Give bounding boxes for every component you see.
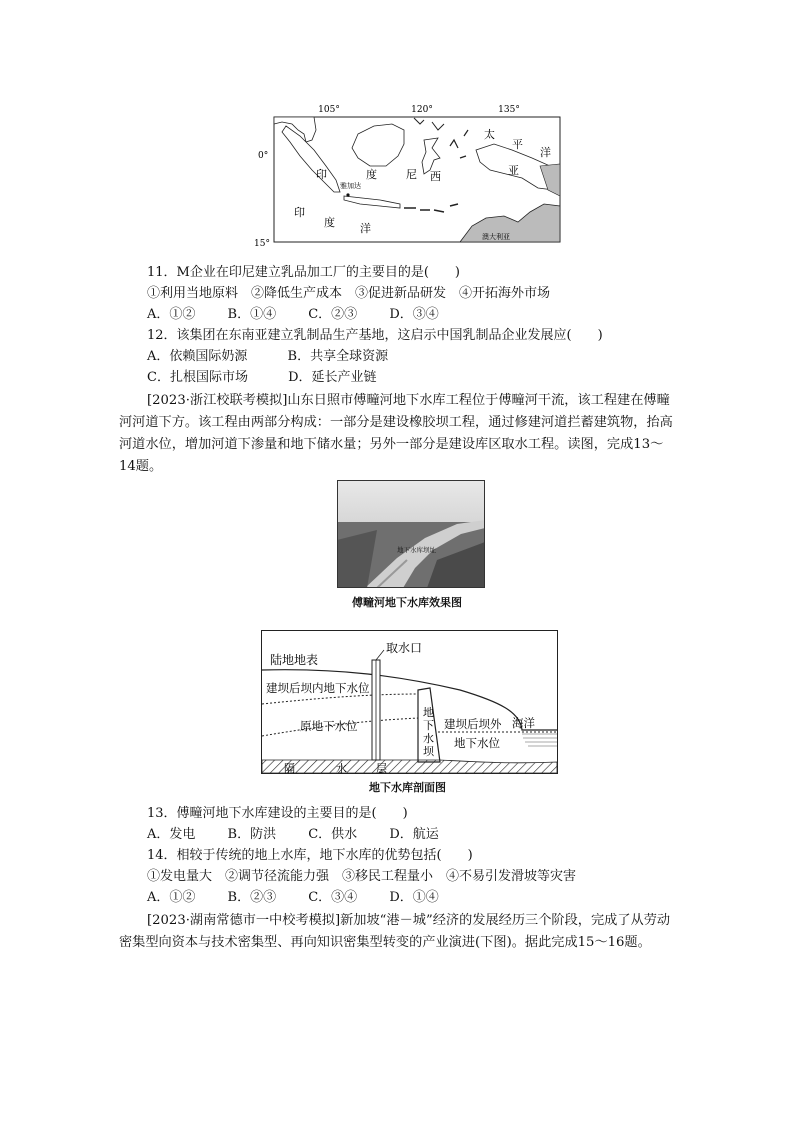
lat-label-15: 15° [254,239,270,248]
reservoir-photo [337,480,485,588]
aquiclude-label-3: 层 [376,762,387,775]
aquiclude-label-1: 隔 [284,762,295,775]
intro-15-16: [2023·湖南常德市一中校考模拟]新加坡“港－城”经济的发展经历三个阶段，完成了从劳动密集型向资本与技术密集型、再向知识密集型转变的产业演进(下图)。据此完成15～16题。 [119,913,671,950]
inner-water-label: 建坝后坝内地下水位 [266,681,370,695]
outer-water-label-1: 建坝后坝外 [444,717,502,731]
q14-option-c[interactable]: C．③④ [308,890,358,905]
q12-option-a[interactable]: A．依赖国际奶源 [147,349,248,364]
jakarta-marker [346,193,349,196]
q14-statements: ①发电量大 ②调节径流能力强 ③移民工程量小 ④不易引发滑坡等灾害 [147,869,577,884]
q12-stem: 12．该集团在东南亚建立乳制品生产基地，这启示中国乳制品企业发展应( ) [147,328,603,343]
intake-label: 取水口 [386,641,423,655]
q12-option-b[interactable]: B．共享全球资源 [287,349,389,364]
indian-ocean-label-2c: 洋 [360,222,371,235]
aquiclude-label-2: 水 [336,762,347,775]
pacific-label-1: 太 [484,128,495,141]
q11-option-b[interactable]: B．①④ [227,307,277,322]
dam-label-4: 坝 [423,745,434,758]
q14-option-a[interactable]: A．①② [147,890,196,905]
ya-label: 亚 [508,164,519,177]
q13-option-b[interactable]: B．防洪 [227,827,277,842]
indian-ocean-label-1a: 印 [316,168,327,181]
pacific-label-3: 洋 [540,146,551,159]
lon-label-120: 120° [411,105,433,115]
q12-options-row1 [147,348,416,366]
q13-options [147,826,467,844]
indian-ocean-label-1b: 度 [366,168,377,181]
indian-ocean-label-2a: 印 [294,206,305,219]
q11-option-c[interactable]: C．②③ [308,307,358,322]
q14-stem: 14．相较于传统的地上水库，地下水库的优势包括( ) [147,848,473,863]
australia-label: 澳大利亚 [482,233,510,241]
ni-label: 尼 [406,168,417,181]
southeast-asia-map [254,100,566,248]
photo-caption: 傅疃河地下水库效果图 [352,596,462,609]
q11-options [147,306,467,324]
q12-option-c[interactable]: C．扎根国际市场 [147,370,248,385]
original-water-label: 原地下水位 [300,719,358,733]
pacific-label-2: 平 [512,138,523,151]
intro-13-14: [2023·浙江校联考模拟]山东日照市傅疃河地下水库工程位于傅疃河干流，该工程建在傅疃河河道下方。该工程由两部分构成：一部分是建设橡胶坝工程，通过修建河道拦蓄建筑物，抬高河道水位，增加河道下渗量和地下储水量；另外一部分是建设库区取水工程。读图，完成13～14题。 [119,393,673,474]
section-caption: 地下水库剖面图 [369,781,446,794]
jakarta-label: 雅加达 [340,182,361,190]
q14-option-b[interactable]: B．②③ [227,890,277,905]
q11-stem: 11．M企业在印尼建立乳品加工厂的主要目的是( ) [147,265,460,280]
q13-stem: 13．傅疃河地下水库建设的主要目的是( ) [147,806,408,821]
lat-label-0: 0° [258,151,269,161]
dam-label-2: 下 [423,719,434,732]
q13-option-c[interactable]: C．供水 [308,827,358,842]
q12-options-row2 [147,369,405,387]
q13-option-a[interactable]: A．发电 [147,827,196,842]
indian-ocean-label-2b: 度 [324,216,335,229]
q11-option-a[interactable]: A．①② [147,307,196,322]
reservoir-cross-section [260,630,560,776]
dam-label-3: 水 [423,732,434,745]
q14-options [147,889,467,907]
sea-label: 海洋 [512,716,535,730]
q13-option-d[interactable]: D．航运 [389,827,439,842]
outer-water-label-2: 地下水位 [454,736,500,750]
q11-option-d[interactable]: D．③④ [389,307,439,322]
lon-label-135: 135° [498,105,520,115]
land-surface-label: 陆地地表 [270,653,319,667]
q12-option-d[interactable]: D．延长产业链 [288,370,377,385]
xi-label: 西 [430,170,441,183]
dam-label-1: 地 [423,706,434,719]
lon-label-105: 105° [318,105,340,115]
q14-option-d[interactable]: D．①④ [389,890,439,905]
photo-inner-label: 地下水库坝址 [397,546,436,554]
q11-statements: ①利用当地原料 ②降低生产成本 ③促进新品研发 ④开拓海外市场 [147,286,551,301]
